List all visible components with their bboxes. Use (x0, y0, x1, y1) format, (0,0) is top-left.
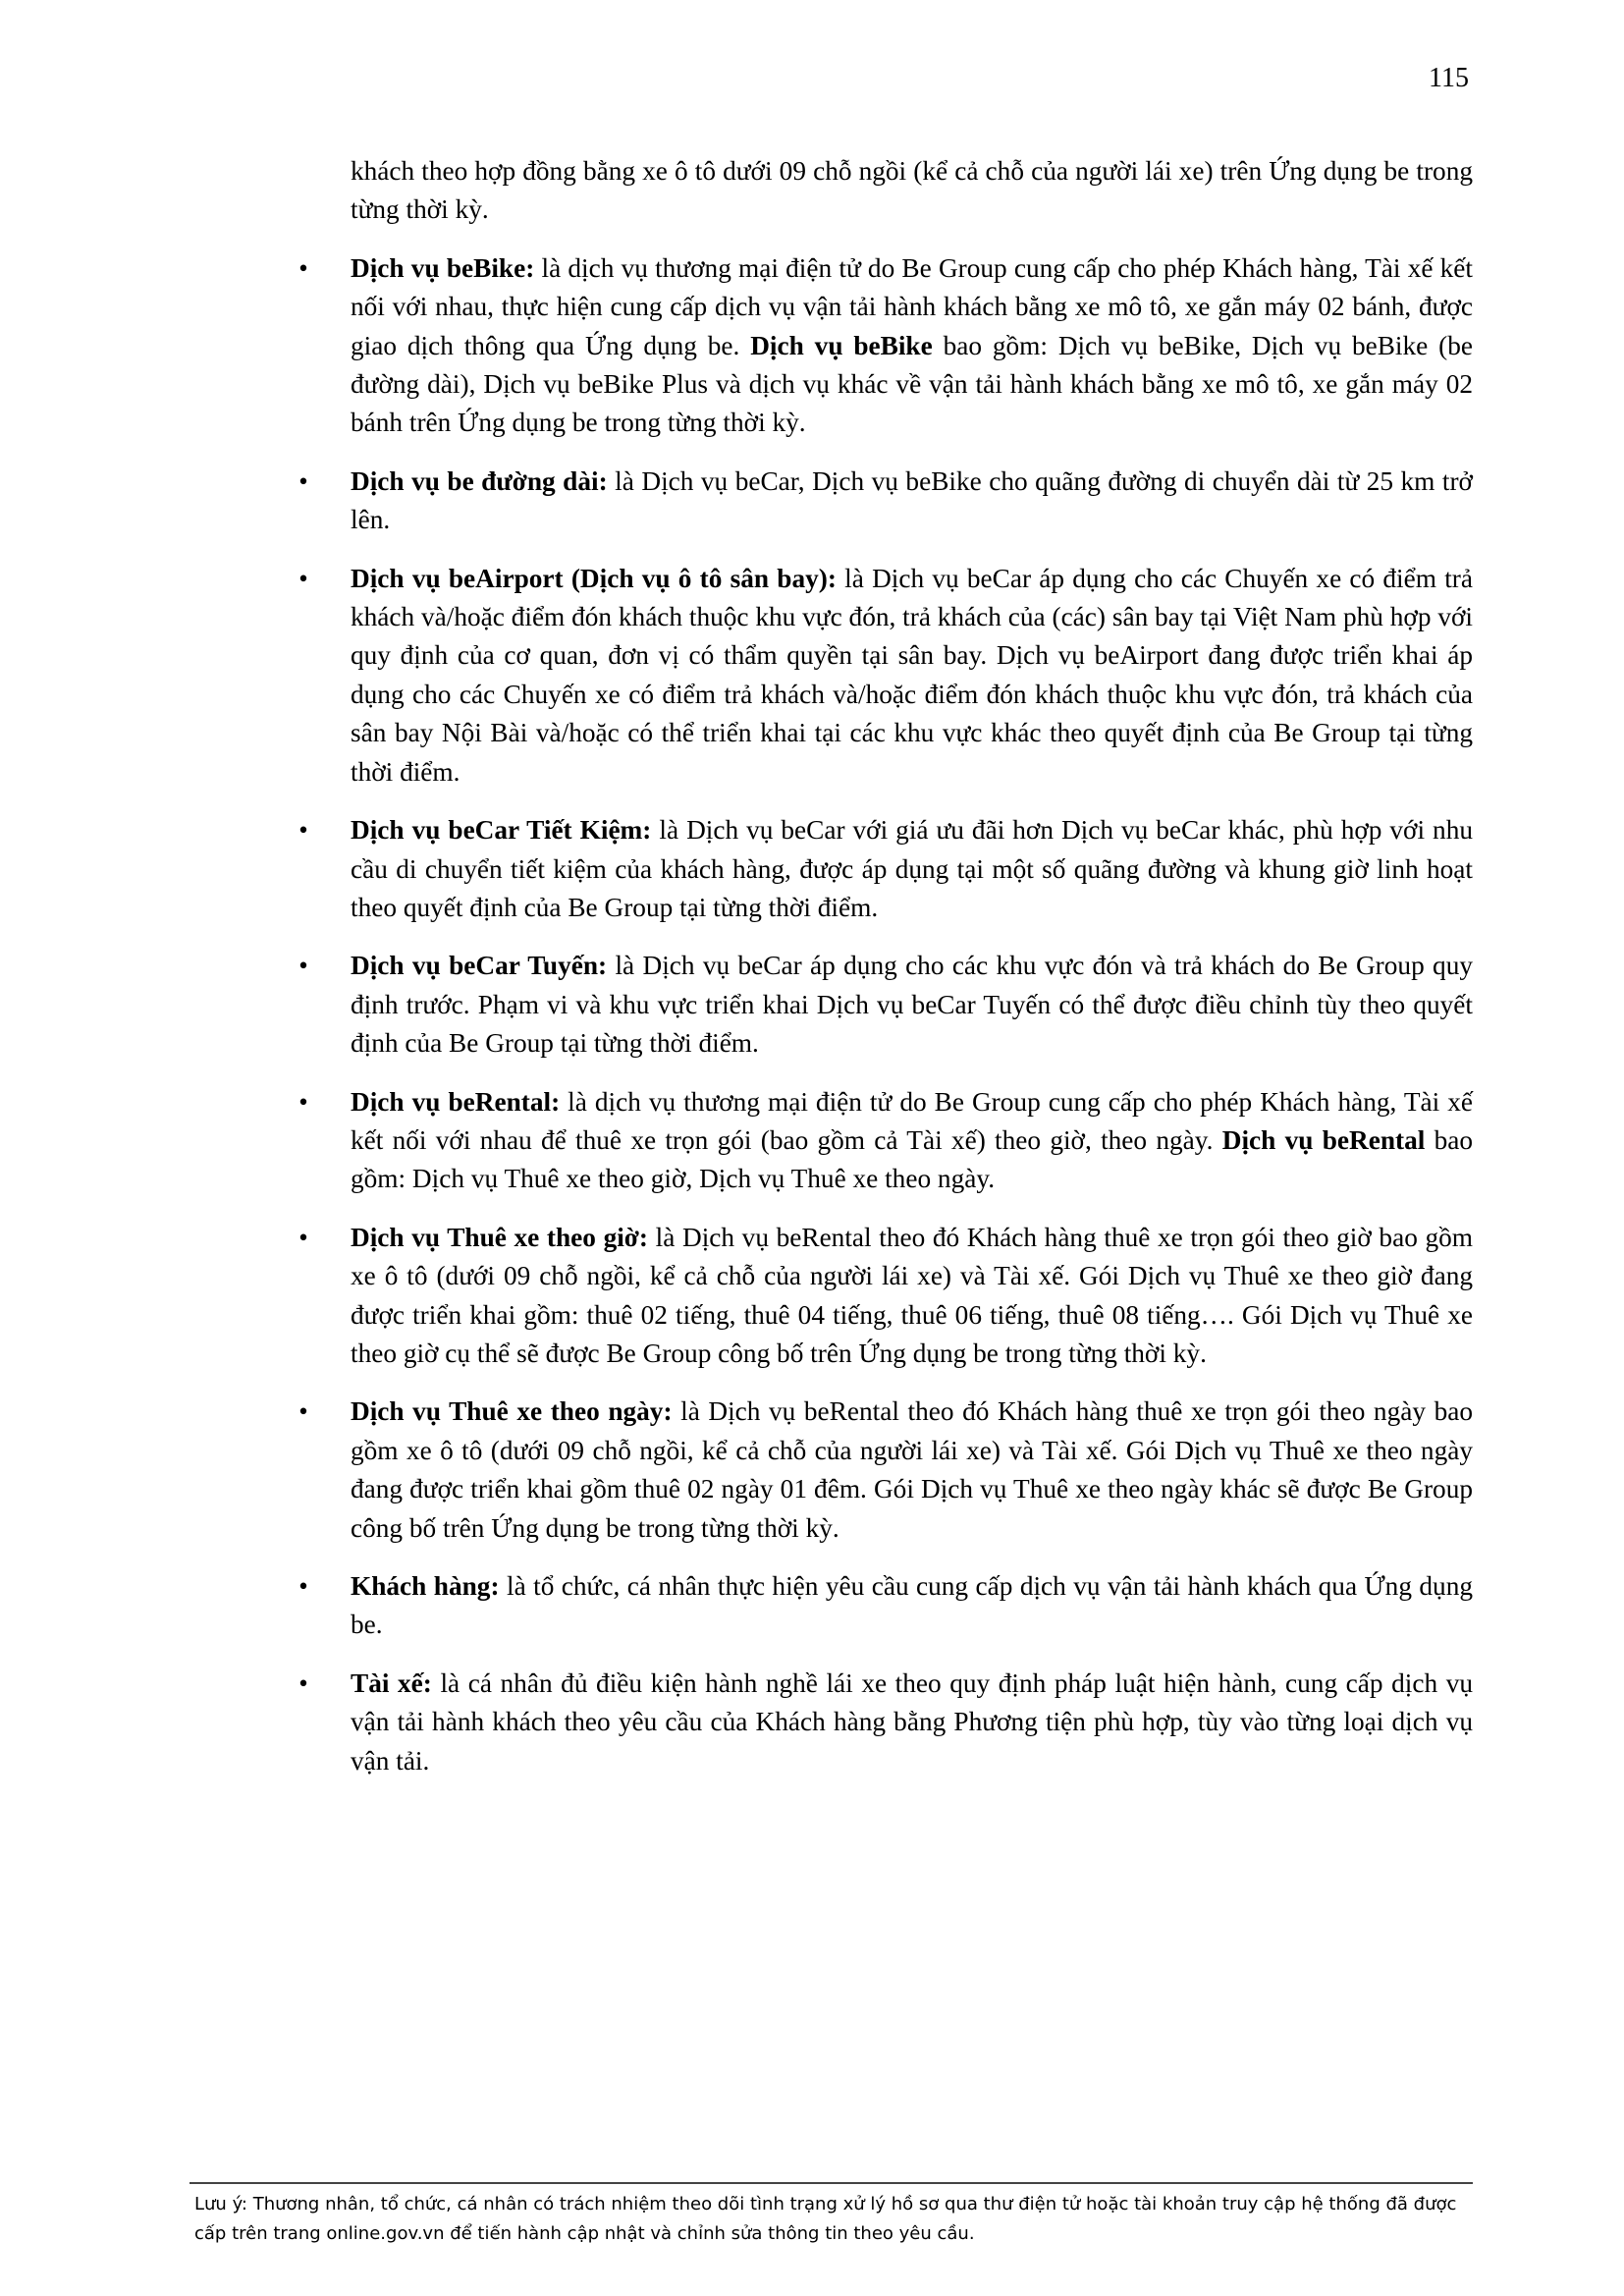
definition-term: Tài xế: (351, 1667, 432, 1698)
definition-text: là cá nhân đủ điều kiện hành nghề lái xe theo quy định pháp luật hiện hành, cung cấp dịch vụ vận tải hành khách theo yêu cầu của Khách hàng bằng Phương tiện phù hợp, tùy vào từng loại dịch vụ vận tải. (351, 1667, 1473, 1776)
definition-term: Dịch vụ Thuê xe theo giờ: (351, 1222, 649, 1252)
definition-item-becar-tiet-kiem (298, 811, 1473, 927)
bullet-icon: • (298, 951, 308, 981)
definition-item-berental (298, 1083, 1474, 1199)
definition-term-inline: Dịch vụ beBike (750, 330, 933, 360)
definition-term-inline: Dịch vụ beRental (1221, 1124, 1426, 1155)
definition-term: Khách hàng: (351, 1571, 500, 1601)
definition-text: là tổ chức, cá nhân thực hiện yêu cầu cung cấp dịch vụ vận tải hành khách qua Ứng dụng be. (351, 1571, 1473, 1640)
definition-text: là Dịch vụ beRental theo đó Khách hàng thuê xe trọn gói theo giờ bao gồm xe ô tô (dưới 09 chỗ ngồi, kể cả chỗ của người lái xe) và Tài xế. Gói Dịch vụ Thuê xe theo giờ đang được triển khai gồm: thuê 02 tiếng, thuê 04 tiếng, thuê 06 tiếng, thuê 08 tiếng…. Gói Dịch vụ Thuê xe theo giờ cụ thể sẽ được Be Group công bố trên Ứng dụng be trong từng thời kỳ. (351, 1222, 1473, 1368)
definition-item-bebike (298, 249, 1473, 443)
definition-text: là Dịch vụ beRental theo đó Khách hàng thuê xe trọn gói theo ngày bao gồm xe ô tô (dưới 09 chỗ ngồi, kể cả chỗ của người lái xe) và Tài xế. Gói Dịch vụ Thuê xe theo ngày đang được triển khai gồm thuê 02 ngày 01 đêm. Gói Dịch vụ Thuê xe theo ngày khác sẽ được Be Group công bố trên Ứng dụng be trong từng thời kỳ. (351, 1396, 1473, 1543)
definition-text: là Dịch vụ beCar, Dịch vụ beBike cho quãng đường di chuyển dài từ 25 km trở lên. (351, 465, 1473, 535)
footer-note: Lưu ý: Thương nhân, tổ chức, cá nhân có trách nhiệm theo dõi tình trạng xử lý hồ sơ qua thư điện tử hoặc tài khoản truy cập hệ thống đã được cấp trên trang online.gov.vn để tiến hành cập nhật và chỉnh sửa thông tin theo yêu cầu. (194, 2194, 1457, 2244)
definition-text: là Dịch vụ beCar áp dụng cho các Chuyến xe có điểm trả khách và/hoặc điểm đón khách thuộc khu vực đón, trả khách của (các) sân bay tại Việt Nam phù hợp với quy định của cơ quan, đơn vị có thẩm quyền tại sân bay. Dịch vụ beAirport đang được triển khai áp dụng cho các Chuyến xe có điểm trả khách và/hoặc điểm đón khách thuộc khu vực đón, trả khách của sân bay Nội Bài và/hoặc có thể triển khai tại các khu vực khác theo quyết định của Be Group tại từng thời điểm. (351, 563, 1473, 787)
definition-item-tai-xe (298, 1665, 1473, 1780)
definition-item-thue-xe-theo-ngay (298, 1393, 1473, 1548)
bullet-icon: • (298, 563, 308, 593)
bullet-icon: • (298, 1086, 308, 1117)
definition-text: là Dịch vụ beCar áp dụng cho các khu vực đón và trả khách do Be Group quy định trước. Phạm vi và khu vực triển khai Dịch vụ beCar Tuyến có thể được điều chỉnh tùy theo quyết định của Be Group tại từng thời điểm. (351, 951, 1473, 1059)
definition-text: là Dịch vụ beCar với giá ưu đãi hơn Dịch vụ beCar khác, phù hợp với nhu cầu di chuyển tiết kiệm của khách hàng, được áp dụng tại một số quãng đường và khung giờ linh hoạt theo quyết định của Be Group tại từng thời điểm. (351, 815, 1473, 922)
definition-item-khach-hang (298, 1567, 1473, 1645)
definition-text-continued: bao gồm: Dịch vụ beBike, Dịch vụ beBike (be đường dài), Dịch vụ beBike Plus và dịch vụ khác về vận tải hành khách bằng xe mô tô, xe gắn máy 02 bánh trên Ứng dụng be trong từng thời kỳ. (351, 330, 1473, 438)
definition-item-beairport (298, 560, 1473, 792)
footer-divider (189, 2182, 1473, 2184)
definition-term: Dịch vụ beAirport (Dịch vụ ô tô sân bay): (351, 563, 837, 593)
intro-paragraph: khách theo hợp đồng bằng xe ô tô dưới 09 chỗ ngồi (kể cả chỗ của người lái xe) trên Ứng dụng be trong từng thời kỳ. (351, 156, 1473, 225)
bullet-icon: • (298, 1667, 308, 1698)
bullet-icon: • (298, 465, 308, 496)
bullet-icon: • (298, 252, 308, 283)
bullet-icon: • (298, 1571, 308, 1601)
definition-term: Dịch vụ beCar Tuyến: (351, 951, 608, 981)
definition-term: Dịch vụ beCar Tiết Kiệm: (351, 815, 652, 846)
definition-item-thue-xe-theo-gio (298, 1219, 1473, 1374)
definition-text: là dịch vụ thương mại điện tử do Be Group cung cấp cho phép Khách hàng, Tài xế kết nối với nhau, thực hiện cung cấp dịch vụ vận tải hành khách bằng xe mô tô, xe gắn máy 02 bánh, được giao dịch thông qua Ứng dụng be. (351, 252, 1473, 360)
definition-term: Dịch vụ be đường dài: (351, 465, 608, 496)
definition-item-be-duong-dai (298, 463, 1473, 540)
definition-text-continued: bao gồm: Dịch vụ Thuê xe theo giờ, Dịch vụ Thuê xe theo ngày. (351, 1124, 1474, 1194)
definition-text: là dịch vụ thương mại điện tử do Be Group cung cấp cho phép Khách hàng, Tài xế kết nối với nhau để thuê xe trọn gói (bao gồm cả Tài xế) theo giờ, theo ngày. (351, 1086, 1473, 1155)
bullet-icon: • (298, 815, 308, 846)
document-body (298, 152, 1474, 1780)
bullet-icon: • (298, 1396, 308, 1427)
bullet-icon: • (298, 1222, 308, 1252)
definition-term: Dịch vụ beBike: (351, 252, 535, 283)
page-number: 115 (1429, 63, 1469, 93)
definition-term: Dịch vụ beRental: (351, 1086, 561, 1117)
definition-term: Dịch vụ Thuê xe theo ngày: (351, 1396, 673, 1427)
definition-item-becar-tuyen (298, 947, 1473, 1063)
